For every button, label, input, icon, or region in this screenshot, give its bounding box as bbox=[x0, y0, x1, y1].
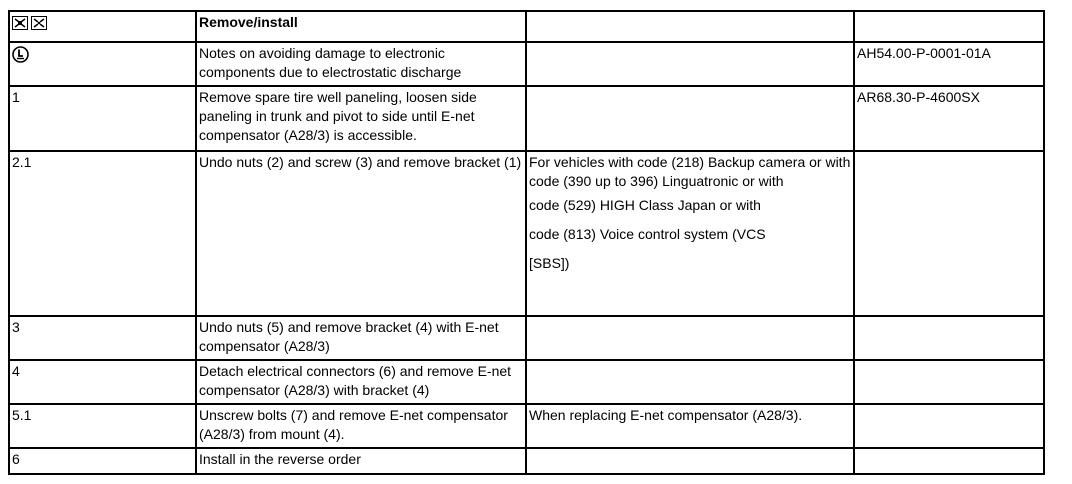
condition-cell bbox=[526, 86, 854, 151]
condition-line: For vehicles with code (218) Backup camera or with bbox=[529, 154, 851, 170]
table-row bbox=[9, 404, 1044, 448]
condition-cell bbox=[526, 42, 854, 86]
collapse-all-icon[interactable] bbox=[31, 16, 47, 30]
action-cell: Detach electrical connectors (6) and remove E-net compensator (A28/3) with bracket (4) bbox=[196, 360, 526, 404]
header-row bbox=[9, 11, 1044, 42]
action-cell: Undo nuts (5) and remove bracket (4) with E-net compensator (A28/3) bbox=[196, 316, 526, 360]
expand-all-icon[interactable] bbox=[12, 16, 28, 30]
header-title: Remove/install bbox=[196, 11, 526, 42]
condition-cell bbox=[526, 360, 854, 404]
table-row bbox=[9, 86, 1044, 151]
step-cell: 6 bbox=[9, 448, 196, 474]
condition-line: code (813) Voice control system (VCS bbox=[529, 226, 766, 242]
action-cell: Unscrew bolts (7) and remove E-net compensator (A28/3) from mount (4). bbox=[196, 404, 526, 448]
action-cell: Notes on avoiding damage to electronic components due to electrostatic discharge bbox=[196, 42, 526, 86]
step-cell: 5.1 bbox=[9, 404, 196, 448]
condition-cell bbox=[526, 151, 854, 316]
condition-line: code (390 up to 396) Linguatronic or with bbox=[529, 173, 784, 189]
reference-cell bbox=[854, 316, 1044, 360]
step-cell: 1 bbox=[9, 86, 196, 151]
step-cell bbox=[9, 42, 196, 86]
table-row bbox=[9, 360, 1044, 404]
table-row bbox=[9, 151, 1044, 316]
procedure-table bbox=[8, 10, 1045, 475]
reference-cell bbox=[854, 360, 1044, 404]
condition-line: code (529) HIGH Class Japan or with bbox=[529, 197, 761, 213]
condition-cell bbox=[526, 448, 854, 474]
step-cell: 4 bbox=[9, 360, 196, 404]
esd-warning-icon bbox=[12, 46, 29, 63]
action-cell: Remove spare tire well paneling, loosen side paneling in trunk and pivot to side until E-net compensator (A28/3) is accessible. bbox=[196, 86, 526, 151]
reference-cell bbox=[854, 404, 1044, 448]
reference-cell bbox=[854, 151, 1044, 316]
header-icons-cell bbox=[9, 11, 196, 42]
action-cell: Undo nuts (2) and screw (3) and remove bracket (1) bbox=[196, 151, 526, 316]
table-row bbox=[9, 448, 1044, 474]
step-cell: 2.1 bbox=[9, 151, 196, 316]
action-cell: Install in the reverse order bbox=[196, 448, 526, 474]
reference-link[interactable]: AR68.30-P-4600SX bbox=[854, 86, 1044, 151]
step-cell: 3 bbox=[9, 316, 196, 360]
header-empty-cell bbox=[526, 11, 854, 42]
reference-cell bbox=[854, 448, 1044, 474]
condition-cell: When replacing E-net compensator (A28/3). bbox=[526, 404, 854, 448]
reference-link[interactable]: AH54.00-P-0001-01A bbox=[854, 42, 1044, 86]
condition-cell bbox=[526, 316, 854, 360]
table-row bbox=[9, 316, 1044, 360]
table-row bbox=[9, 42, 1044, 86]
condition-line: [SBS]) bbox=[529, 255, 570, 271]
header-empty-cell bbox=[854, 11, 1044, 42]
